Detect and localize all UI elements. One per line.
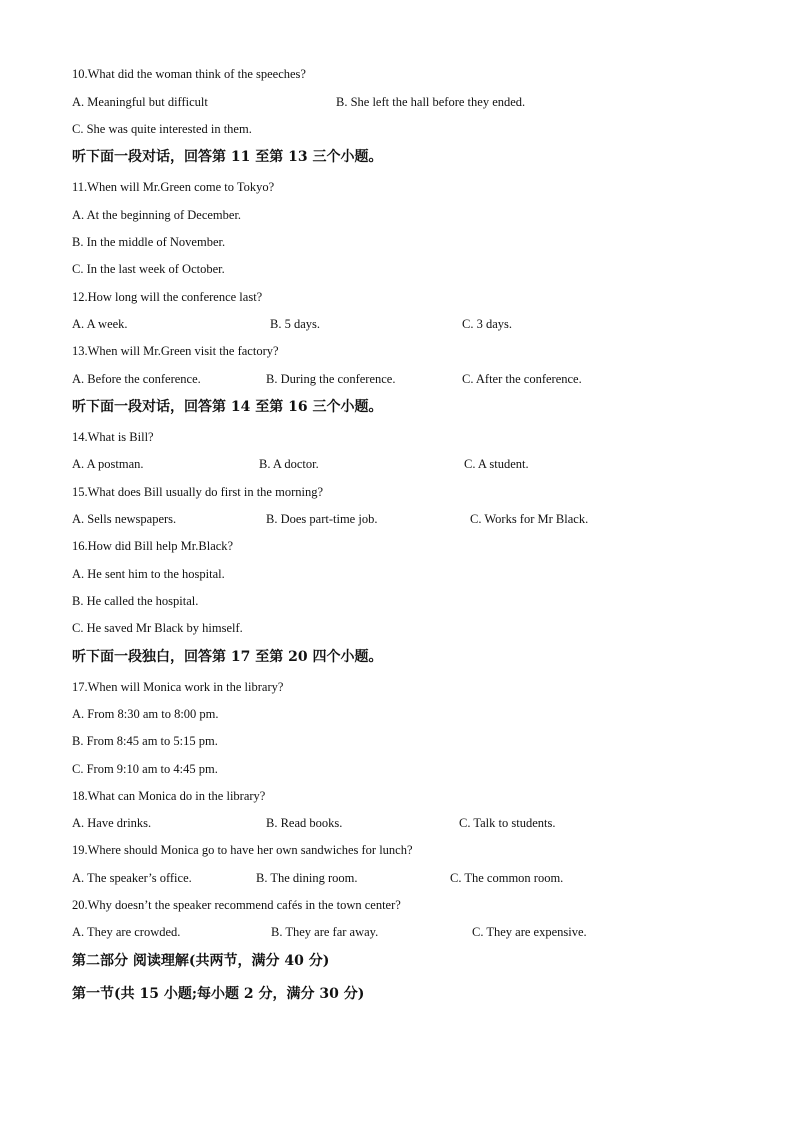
q16-option-a: A. He sent him to the hospital.: [72, 567, 225, 581]
q19-option-b: B. The dining room.: [256, 871, 358, 885]
q16-option-b: B. He called the hospital.: [72, 594, 199, 608]
q11-option-c: C. In the last week of October.: [72, 262, 225, 276]
q13-option-c: C. After the conference.: [462, 372, 582, 386]
q15-option-c: C. Works for Mr Black.: [470, 512, 589, 526]
question-17-stem: 17.When will Monica work in the library?: [72, 680, 284, 694]
q13-option-a: A. Before the conference.: [72, 372, 201, 386]
q14-option-c: C. A student.: [464, 457, 529, 471]
q18-option-a: A. Have drinks.: [72, 816, 152, 830]
question-12-stem: 12.How long will the conference last?: [72, 290, 263, 304]
question-13-stem: 13.When will Mr.Green visit the factory?: [72, 344, 279, 358]
section-heading-11-13: 听下面一段对话，回答第 11 至第 13 三个小题。: [72, 149, 383, 165]
question-20-stem: 20.Why doesn’t the speaker recommend cafés in the town center?: [72, 898, 401, 912]
q10-option-c: C. She was quite interested in them.: [72, 122, 252, 136]
q10-option-b: B. She left the hall before they ended.: [336, 95, 526, 109]
q15-option-b: B. Does part-time job.: [266, 512, 378, 526]
q12-option-c: C. 3 days.: [462, 317, 512, 331]
q14-option-a: A. A postman.: [72, 457, 144, 471]
q17-option-a: A. From 8:30 am to 8:00 pm.: [72, 707, 219, 721]
question-15-stem: 15.What does Bill usually do first in the morning?: [72, 485, 324, 499]
q18-option-b: B. Read books.: [266, 816, 343, 830]
q13-option-b: B. During the conference.: [266, 372, 396, 386]
question-19-stem: 19.Where should Monica go to have her own sandwiches for lunch?: [72, 843, 413, 857]
q14-option-b: B. A doctor.: [259, 457, 319, 471]
q19-option-a: A. The speaker’s office.: [72, 871, 192, 885]
q12-option-b: B. 5 days.: [270, 317, 320, 331]
question-11-stem: 11.When will Mr.Green come to Tokyo?: [72, 180, 275, 194]
q20-option-a: A. They are crowded.: [72, 925, 181, 939]
section-heading-17-20: 听下面一段独白，回答第 17 至第 20 四个小题。: [72, 649, 383, 665]
question-18-stem: 18.What can Monica do in the library?: [72, 789, 266, 803]
question-10-stem: 10.What did the woman think of the speeches?: [72, 67, 306, 81]
q17-option-b: B. From 8:45 am to 5:15 pm.: [72, 734, 218, 748]
q17-option-c: C. From 9:10 am to 4:45 pm.: [72, 762, 218, 776]
q20-option-b: B. They are far away.: [271, 925, 379, 939]
question-16-stem: 16.How did Bill help Mr.Black?: [72, 539, 234, 553]
q18-option-c: C. Talk to students.: [459, 816, 556, 830]
q10-option-a: A. Meaningful but difficult: [72, 95, 208, 109]
section-heading-14-16: 听下面一段对话，回答第 14 至第 16 三个小题。: [72, 399, 383, 415]
question-14-stem: 14.What is Bill?: [72, 430, 154, 444]
section-one-heading: 第一节(共 15 小题;每小题 2 分，满分 30 分): [72, 986, 365, 1002]
q16-option-c: C. He saved Mr Black by himself.: [72, 621, 243, 635]
q20-option-c: C. They are expensive.: [472, 925, 587, 939]
q11-option-a: A. At the beginning of December.: [72, 208, 242, 222]
q11-option-b: B. In the middle of November.: [72, 235, 226, 249]
part-two-heading: 第二部分 阅读理解(共两节，满分 40 分): [72, 953, 330, 969]
q12-option-a: A. A week.: [72, 317, 128, 331]
q19-option-c: C. The common room.: [450, 871, 564, 885]
q15-option-a: A. Sells newspapers.: [72, 512, 177, 526]
